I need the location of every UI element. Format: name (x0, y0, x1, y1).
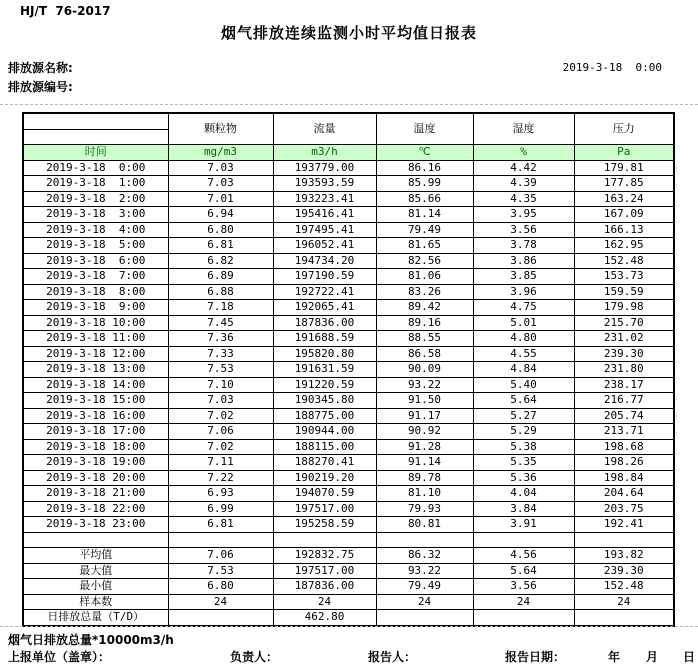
time-cell: 2019-3-18 0:00 (23, 160, 168, 176)
value-cell: 195820.80 (273, 346, 376, 362)
summary-label: 最大值 (23, 563, 168, 579)
value-cell: 231.02 (574, 331, 674, 347)
data-row (23, 191, 674, 207)
value-cell: 197517.00 (273, 501, 376, 517)
value-cell: 7.11 (168, 455, 273, 471)
data-row (23, 253, 674, 269)
value-cell: 91.50 (376, 393, 473, 409)
time-cell: 2019-3-18 8:00 (23, 284, 168, 300)
spacer-row (23, 532, 674, 548)
value-cell: 91.17 (376, 408, 473, 424)
value-cell: 3.91 (473, 517, 574, 533)
value-cell: 198.84 (574, 470, 674, 486)
value-cell: 3.56 (473, 222, 574, 238)
value-cell: 7.10 (168, 377, 273, 393)
summary-value-cell: 24 (376, 594, 473, 610)
spacer-cell (273, 532, 376, 548)
value-cell: 6.99 (168, 501, 273, 517)
value-cell: 204.64 (574, 486, 674, 502)
data-row (23, 222, 674, 238)
time-cell: 2019-3-18 20:00 (23, 470, 168, 486)
summary-value-cell: 24 (168, 594, 273, 610)
value-cell: 197495.41 (273, 222, 376, 238)
time-cell: 2019-3-18 21:00 (23, 486, 168, 502)
value-cell: 162.95 (574, 238, 674, 254)
value-cell: 188115.00 (273, 439, 376, 455)
reporter-label: 报告人： (368, 650, 417, 664)
value-cell: 81.65 (376, 238, 473, 254)
time-cell: 2019-3-18 22:00 (23, 501, 168, 517)
value-cell: 81.06 (376, 269, 473, 285)
value-cell: 213.71 (574, 424, 674, 440)
summary-row (23, 594, 674, 610)
value-cell: 7.45 (168, 315, 273, 331)
value-cell: 5.35 (473, 455, 574, 471)
value-cell: 89.78 (376, 470, 473, 486)
column-header-3: 湿度 (473, 113, 574, 145)
unit-row (23, 145, 674, 161)
report-datetime: 2019-3-18 0:00 (562, 61, 662, 74)
value-cell: 88.55 (376, 331, 473, 347)
summary-row (23, 610, 674, 626)
value-cell: 4.75 (473, 300, 574, 316)
summary-value-cell: 187836.00 (273, 579, 376, 595)
value-cell: 191631.59 (273, 362, 376, 378)
value-cell: 91.28 (376, 439, 473, 455)
time-cell: 2019-3-18 15:00 (23, 393, 168, 409)
value-cell: 80.81 (376, 517, 473, 533)
value-cell: 190944.00 (273, 424, 376, 440)
value-cell: 7.18 (168, 300, 273, 316)
value-cell: 6.82 (168, 253, 273, 269)
value-cell: 239.30 (574, 346, 674, 362)
data-row (23, 300, 674, 316)
value-cell: 5.64 (473, 393, 574, 409)
summary-value-cell: 462.80 (273, 610, 376, 626)
summary-value-cell: 4.56 (473, 548, 574, 564)
value-cell: 7.06 (168, 424, 273, 440)
unit-cell-4: Pa (574, 145, 674, 161)
value-cell: 194070.59 (273, 486, 376, 502)
footnote-total-unit: 烟气日排放总量*10000m3/h (8, 633, 174, 647)
value-cell: 86.58 (376, 346, 473, 362)
value-cell: 3.78 (473, 238, 574, 254)
value-cell: 91.14 (376, 455, 473, 471)
time-cell: 2019-3-18 13:00 (23, 362, 168, 378)
value-cell: 167.09 (574, 207, 674, 223)
value-cell: 4.04 (473, 486, 574, 502)
value-cell: 197190.59 (273, 269, 376, 285)
value-cell: 5.36 (473, 470, 574, 486)
data-row (23, 470, 674, 486)
value-cell: 4.55 (473, 346, 574, 362)
source-name-label: 排放源名称: (8, 61, 73, 75)
summary-value-cell: 7.06 (168, 548, 273, 564)
summary-value-cell: 24 (273, 594, 376, 610)
report-unit-label: 上报单位（盖章）： (8, 650, 111, 664)
report-table (22, 112, 675, 627)
standard-code: HJ/T 76-2017 (20, 4, 111, 18)
value-cell: 85.66 (376, 191, 473, 207)
value-cell: 188270.41 (273, 455, 376, 471)
data-row (23, 439, 674, 455)
value-cell: 192722.41 (273, 284, 376, 300)
value-cell: 7.33 (168, 346, 273, 362)
value-cell: 79.93 (376, 501, 473, 517)
value-cell: 177.85 (574, 176, 674, 192)
report-date-label: 报告日期： (505, 650, 566, 664)
value-cell: 81.14 (376, 207, 473, 223)
value-cell: 7.03 (168, 160, 273, 176)
data-row (23, 517, 674, 533)
value-cell: 90.92 (376, 424, 473, 440)
data-row (23, 207, 674, 223)
unit-cell-0: mg/m3 (168, 145, 273, 161)
spacer-cell (376, 532, 473, 548)
time-cell: 2019-3-18 3:00 (23, 207, 168, 223)
summary-row (23, 579, 674, 595)
page-break-line-bottom (0, 626, 698, 627)
time-cell: 2019-3-18 14:00 (23, 377, 168, 393)
value-cell: 198.26 (574, 455, 674, 471)
value-cell: 6.81 (168, 238, 273, 254)
header-row-top (23, 113, 674, 129)
value-cell: 6.94 (168, 207, 273, 223)
spacer-cell (574, 532, 674, 548)
value-cell: 5.01 (473, 315, 574, 331)
value-cell: 5.40 (473, 377, 574, 393)
summary-value-cell: 5.64 (473, 563, 574, 579)
value-cell: 152.48 (574, 253, 674, 269)
unit-cell-3: % (473, 145, 574, 161)
data-row (23, 486, 674, 502)
summary-value-cell (574, 610, 674, 626)
value-cell: 190345.80 (273, 393, 376, 409)
value-cell: 7.02 (168, 439, 273, 455)
value-cell: 159.59 (574, 284, 674, 300)
value-cell: 7.36 (168, 331, 273, 347)
value-cell: 86.16 (376, 160, 473, 176)
value-cell: 6.93 (168, 486, 273, 502)
summary-value-cell (376, 610, 473, 626)
time-cell: 2019-3-18 11:00 (23, 331, 168, 347)
data-row (23, 501, 674, 517)
time-cell: 2019-3-18 17:00 (23, 424, 168, 440)
value-cell: 192.41 (574, 517, 674, 533)
value-cell: 198.68 (574, 439, 674, 455)
corner-cell-top (23, 113, 168, 129)
time-column-header: 时间 (23, 145, 168, 161)
source-code-label: 排放源编号: (8, 80, 73, 94)
data-row (23, 315, 674, 331)
time-cell: 2019-3-18 12:00 (23, 346, 168, 362)
time-cell: 2019-3-18 4:00 (23, 222, 168, 238)
value-cell: 187836.00 (273, 315, 376, 331)
value-cell: 190219.20 (273, 470, 376, 486)
responsible-person-label: 负责人： (230, 650, 279, 664)
value-cell: 193223.41 (273, 191, 376, 207)
value-cell: 153.73 (574, 269, 674, 285)
spacer-cell (473, 532, 574, 548)
page-break-line-top (0, 104, 698, 105)
summary-value-cell: 7.53 (168, 563, 273, 579)
data-row (23, 455, 674, 471)
value-cell: 7.53 (168, 362, 273, 378)
spacer-cell (23, 532, 168, 548)
column-header-1: 流量 (273, 113, 376, 145)
time-cell: 2019-3-18 23:00 (23, 517, 168, 533)
summary-row (23, 548, 674, 564)
time-cell: 2019-3-18 7:00 (23, 269, 168, 285)
unit-cell-2: ℃ (376, 145, 473, 161)
summary-value-cell: 6.80 (168, 579, 273, 595)
value-cell: 5.29 (473, 424, 574, 440)
value-cell: 205.74 (574, 408, 674, 424)
corner-cell-bottom (23, 129, 168, 145)
value-cell: 238.17 (574, 377, 674, 393)
value-cell: 83.26 (376, 284, 473, 300)
value-cell: 5.38 (473, 439, 574, 455)
time-cell: 2019-3-18 19:00 (23, 455, 168, 471)
summary-label: 日排放总量（T/D） (23, 610, 168, 626)
value-cell: 179.81 (574, 160, 674, 176)
time-cell: 2019-3-18 6:00 (23, 253, 168, 269)
summary-value-cell: 192832.75 (273, 548, 376, 564)
value-cell: 203.75 (574, 501, 674, 517)
summary-value-cell: 24 (473, 594, 574, 610)
value-cell: 231.80 (574, 362, 674, 378)
summary-value-cell: 193.82 (574, 548, 674, 564)
data-row (23, 408, 674, 424)
summary-value-cell: 3.56 (473, 579, 574, 595)
summary-value-cell: 86.32 (376, 548, 473, 564)
data-row (23, 377, 674, 393)
summary-value-cell: 93.22 (376, 563, 473, 579)
data-row (23, 160, 674, 176)
value-cell: 215.70 (574, 315, 674, 331)
summary-value-cell: 152.48 (574, 579, 674, 595)
data-row (23, 331, 674, 347)
value-cell: 79.49 (376, 222, 473, 238)
value-cell: 3.85 (473, 269, 574, 285)
page-title: 烟气排放连续监测小时平均值日报表 (220, 24, 477, 42)
summary-value-cell (473, 610, 574, 626)
value-cell: 3.96 (473, 284, 574, 300)
time-cell: 2019-3-18 16:00 (23, 408, 168, 424)
value-cell: 191688.59 (273, 331, 376, 347)
value-cell: 7.03 (168, 393, 273, 409)
summary-value-cell: 24 (574, 594, 674, 610)
column-header-2: 温度 (376, 113, 473, 145)
data-row (23, 346, 674, 362)
value-cell: 90.09 (376, 362, 473, 378)
data-row (23, 393, 674, 409)
column-header-4: 压力 (574, 113, 674, 145)
summary-value-cell (168, 610, 273, 626)
time-cell: 2019-3-18 10:00 (23, 315, 168, 331)
value-cell: 4.84 (473, 362, 574, 378)
data-row (23, 362, 674, 378)
summary-label: 样本数 (23, 594, 168, 610)
value-cell: 4.42 (473, 160, 574, 176)
value-cell: 188775.00 (273, 408, 376, 424)
value-cell: 6.88 (168, 284, 273, 300)
data-row (23, 269, 674, 285)
value-cell: 7.02 (168, 408, 273, 424)
summary-label: 平均值 (23, 548, 168, 564)
spacer-cell (168, 532, 273, 548)
data-row (23, 176, 674, 192)
summary-value-cell: 239.30 (574, 563, 674, 579)
value-cell: 166.13 (574, 222, 674, 238)
value-cell: 82.56 (376, 253, 473, 269)
month-label: 月 (646, 650, 659, 664)
value-cell: 89.16 (376, 315, 473, 331)
value-cell: 3.95 (473, 207, 574, 223)
value-cell: 196052.41 (273, 238, 376, 254)
value-cell: 195416.41 (273, 207, 376, 223)
value-cell: 216.77 (574, 393, 674, 409)
time-cell: 2019-3-18 9:00 (23, 300, 168, 316)
value-cell: 179.98 (574, 300, 674, 316)
time-cell: 2019-3-18 2:00 (23, 191, 168, 207)
column-header-0: 颗粒物 (168, 113, 273, 145)
value-cell: 7.22 (168, 470, 273, 486)
value-cell: 4.39 (473, 176, 574, 192)
summary-value-cell: 79.49 (376, 579, 473, 595)
data-row (23, 424, 674, 440)
value-cell: 192065.41 (273, 300, 376, 316)
value-cell: 6.81 (168, 517, 273, 533)
summary-label: 最小值 (23, 579, 168, 595)
value-cell: 163.24 (574, 191, 674, 207)
year-label: 年 (608, 650, 621, 664)
value-cell: 3.86 (473, 253, 574, 269)
value-cell: 195258.59 (273, 517, 376, 533)
value-cell: 194734.20 (273, 253, 376, 269)
time-cell: 2019-3-18 1:00 (23, 176, 168, 192)
data-row (23, 238, 674, 254)
value-cell: 89.42 (376, 300, 473, 316)
value-cell: 93.22 (376, 377, 473, 393)
time-cell: 2019-3-18 5:00 (23, 238, 168, 254)
value-cell: 81.10 (376, 486, 473, 502)
summary-value-cell: 197517.00 (273, 563, 376, 579)
value-cell: 4.35 (473, 191, 574, 207)
value-cell: 6.89 (168, 269, 273, 285)
value-cell: 5.27 (473, 408, 574, 424)
value-cell: 6.80 (168, 222, 273, 238)
time-cell: 2019-3-18 18:00 (23, 439, 168, 455)
day-label: 日 (683, 650, 696, 664)
unit-cell-1: m3/h (273, 145, 376, 161)
value-cell: 191220.59 (273, 377, 376, 393)
value-cell: 85.99 (376, 176, 473, 192)
value-cell: 193593.59 (273, 176, 376, 192)
value-cell: 193779.00 (273, 160, 376, 176)
value-cell: 7.01 (168, 191, 273, 207)
value-cell: 4.80 (473, 331, 574, 347)
value-cell: 7.03 (168, 176, 273, 192)
data-row (23, 284, 674, 300)
summary-row (23, 563, 674, 579)
value-cell: 3.84 (473, 501, 574, 517)
